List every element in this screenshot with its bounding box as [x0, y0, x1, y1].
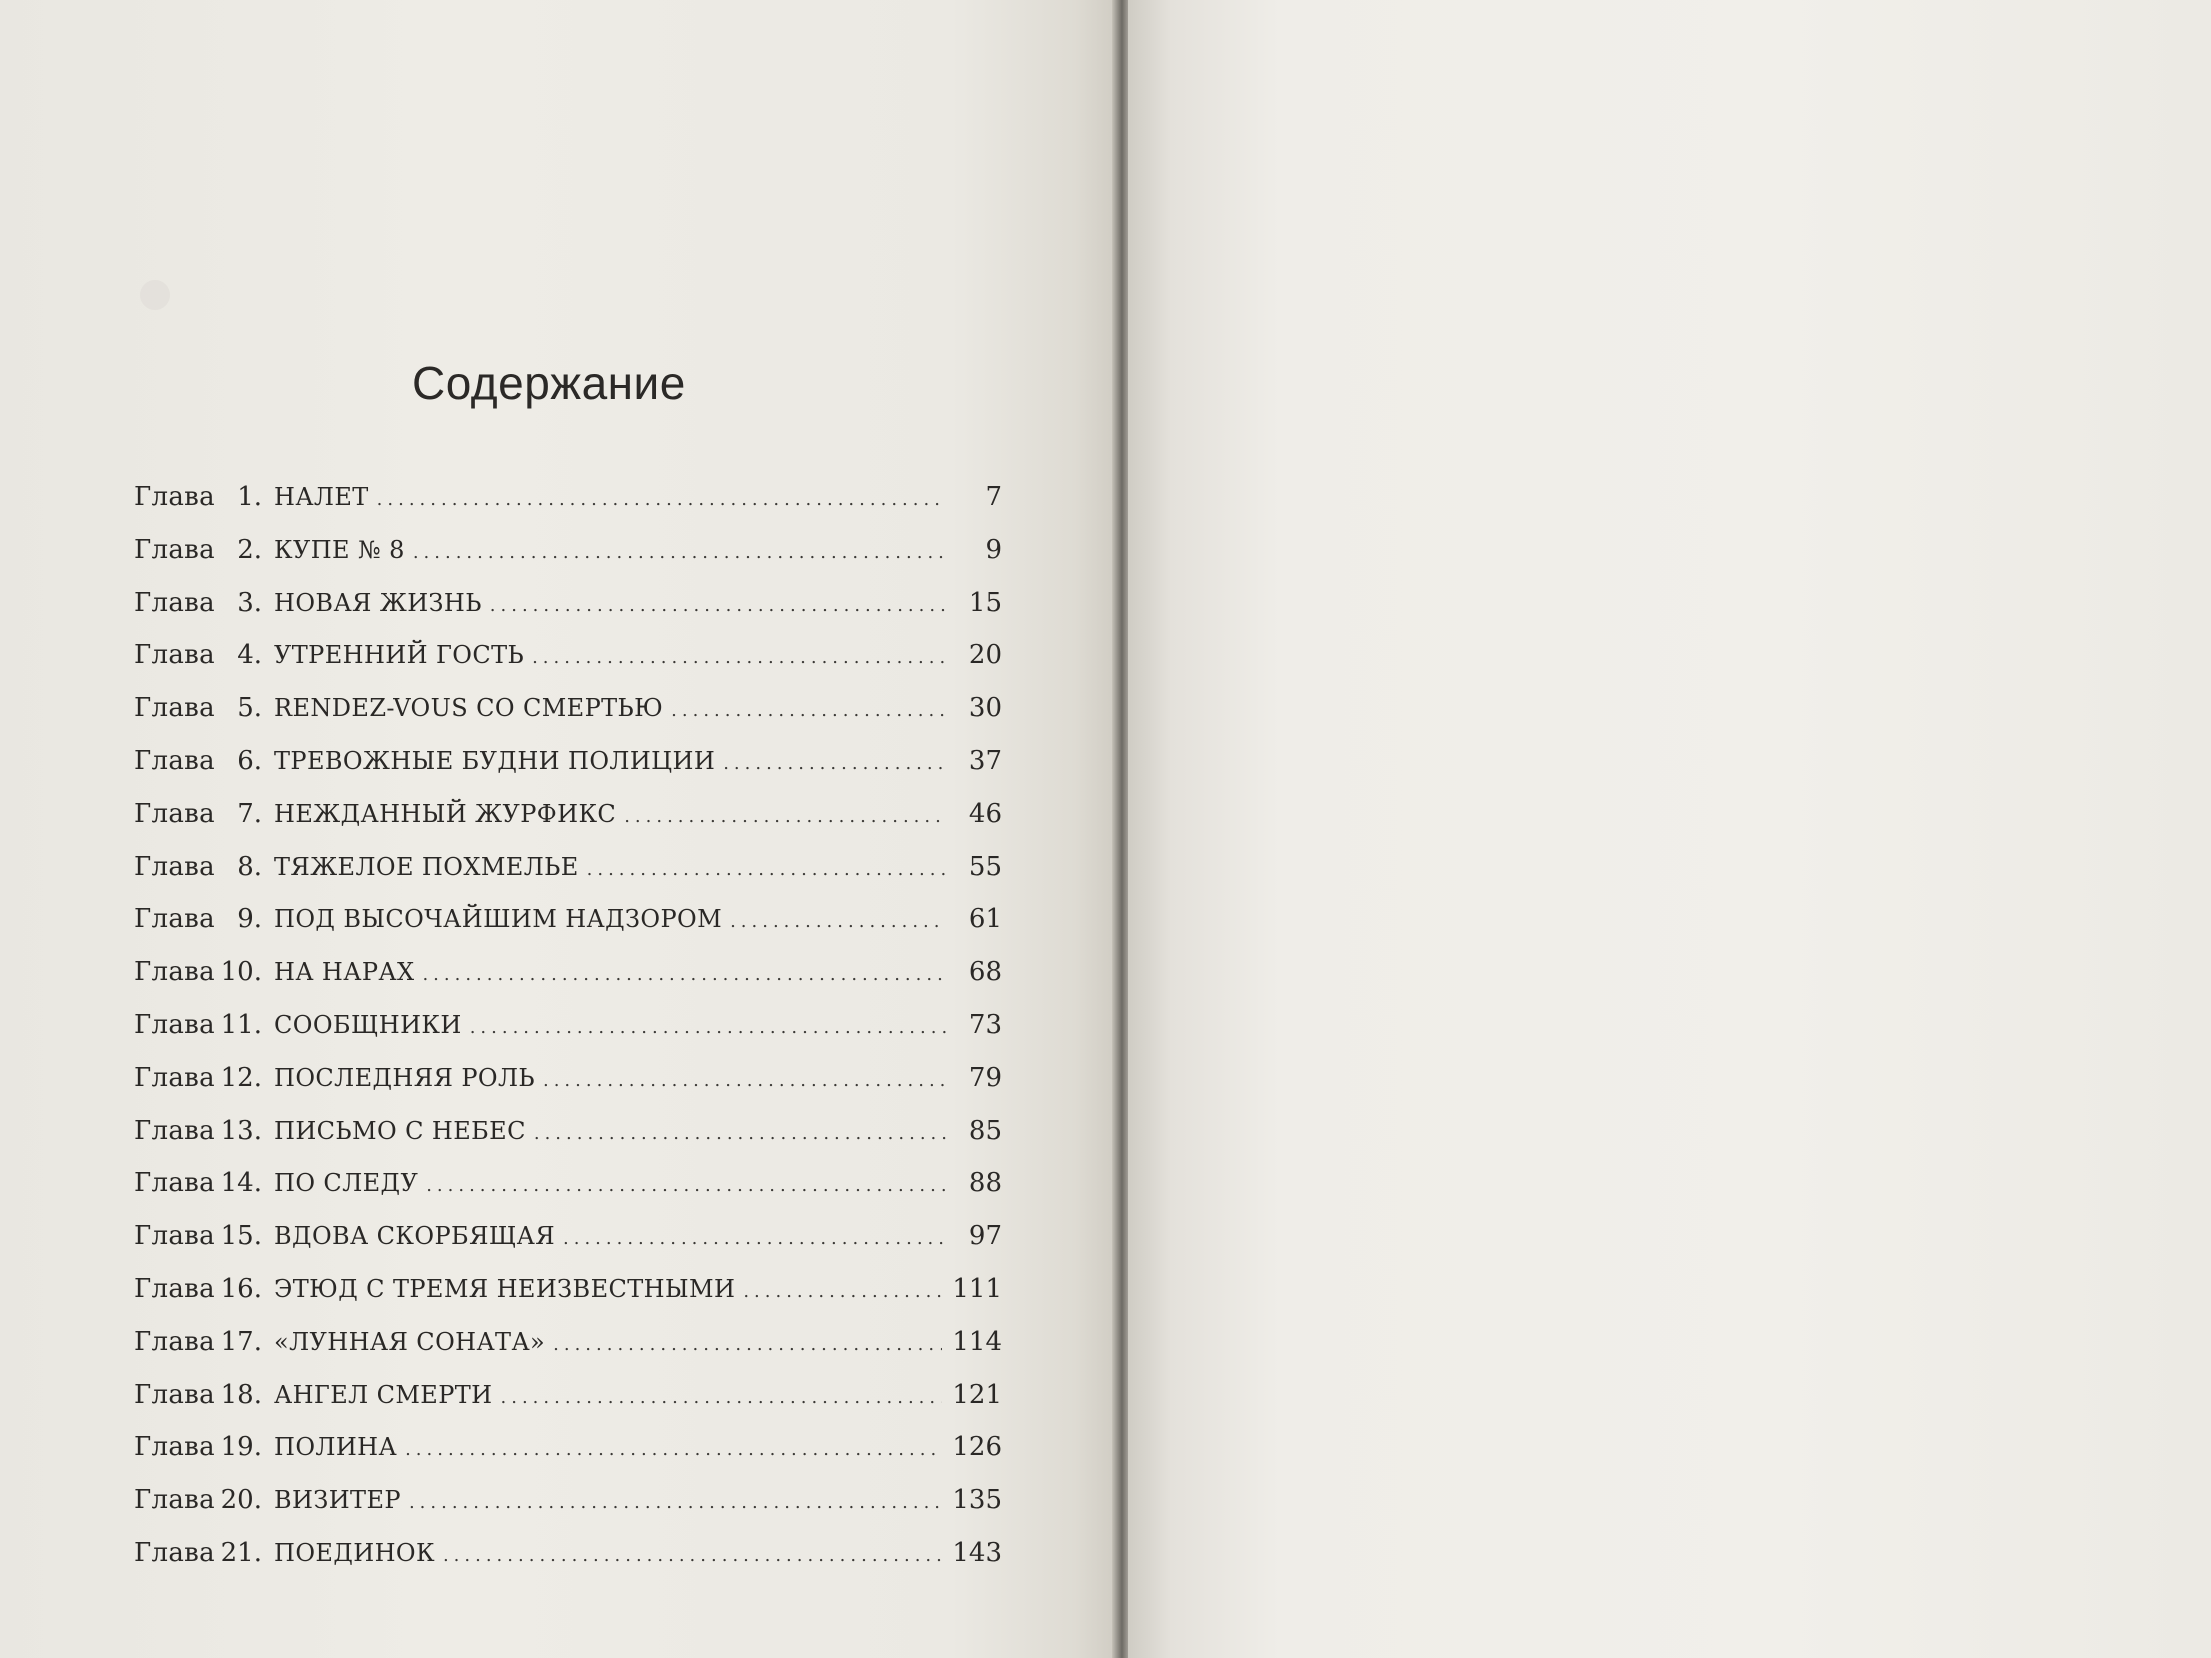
chapter-label: Глава — [134, 1221, 215, 1252]
chapter-label: Глава — [134, 482, 215, 512]
dot-leader — [723, 753, 946, 774]
page-number: 135 — [952, 1485, 1002, 1516]
page-number: 111 — [952, 1273, 1002, 1304]
toc-entry — [134, 852, 1002, 905]
toc-entry — [134, 1063, 1002, 1116]
dot-leader — [532, 647, 946, 668]
dot-leader — [490, 595, 946, 616]
dot-leader — [730, 911, 946, 932]
toc-entry — [134, 799, 1002, 852]
dot-leader — [470, 1017, 946, 1038]
page-number: 9 — [985, 534, 1002, 565]
toc-entry — [134, 904, 1002, 957]
chapter-title: НОВАЯ ЖИЗНЬ — [274, 588, 482, 617]
chapter-label: Глава — [134, 1432, 215, 1463]
page-number: 88 — [968, 1168, 1002, 1199]
chapter-title: RENDEZ-VOUS СО СМЕРТЬЮ — [274, 694, 664, 723]
chapter-number: 19. — [220, 1432, 262, 1463]
chapter-number: 16. — [220, 1273, 262, 1304]
dot-leader — [443, 1545, 942, 1566]
chapter-title: НЕЖДАННЫЙ ЖУРФИКС — [274, 799, 617, 828]
chapter-number: 10. — [220, 957, 262, 988]
chapter-title: НА НАРАХ — [274, 958, 415, 987]
dot-leader — [587, 859, 946, 880]
chapter-number: 17. — [220, 1326, 262, 1357]
toc-entry — [134, 588, 1002, 641]
contents-heading: Содержание — [412, 357, 686, 409]
chapter-number: 14. — [220, 1168, 262, 1199]
chapter-title: ВИЗИТЕР — [274, 1486, 401, 1515]
chapter-label: Глава — [134, 904, 215, 935]
dot-leader — [413, 542, 946, 563]
chapter-title: ПОЛИНА — [274, 1433, 398, 1462]
page-number: 46 — [968, 798, 1002, 829]
page-number: 30 — [968, 693, 1002, 724]
toc-entry — [134, 482, 1002, 535]
dot-leader — [743, 1281, 942, 1302]
page-number: 85 — [968, 1115, 1002, 1146]
chapter-number: 8. — [237, 851, 262, 882]
chapter-number: 18. — [220, 1379, 262, 1410]
toc-list-left — [134, 482, 1002, 1591]
chapter-number: 5. — [237, 693, 262, 724]
toc-entry — [134, 1221, 1002, 1274]
toc-entry — [134, 1432, 1002, 1485]
dot-leader — [501, 1387, 943, 1408]
page-number: 143 — [952, 1537, 1002, 1568]
chapter-number: 4. — [237, 640, 262, 671]
chapter-label: Глава — [134, 745, 215, 776]
chapter-title: ПИСЬМО С НЕБЕС — [274, 1116, 526, 1145]
chapter-number: 15. — [220, 1221, 262, 1252]
toc-entry — [134, 535, 1002, 588]
chapter-number: 9. — [237, 904, 262, 935]
page-number: 97 — [968, 1221, 1002, 1252]
chapter-title: КУПЕ № 8 — [274, 535, 405, 564]
page-number: 37 — [968, 745, 1002, 776]
dot-leader — [426, 1175, 946, 1196]
chapter-number: 20. — [220, 1485, 262, 1516]
toc-entry — [134, 1380, 1002, 1433]
toc-entry — [134, 1116, 1002, 1169]
toc-entry — [134, 1485, 1002, 1538]
page-number: 15 — [968, 587, 1002, 618]
page-smudge — [140, 280, 170, 310]
chapter-number: 3. — [237, 587, 262, 618]
chapter-title: АНГЕЛ СМЕРТИ — [274, 1380, 493, 1409]
chapter-title: СООБЩНИКИ — [274, 1010, 462, 1039]
toc-entry — [134, 746, 1002, 799]
chapter-title: ЭТЮД С ТРЕМЯ НЕИЗВЕСТНЫМИ — [274, 1274, 736, 1303]
chapter-label: Глава — [134, 1115, 215, 1146]
chapter-number: 6. — [237, 745, 262, 776]
chapter-label: Глава — [134, 1537, 215, 1568]
chapter-label: Глава — [134, 1485, 215, 1516]
chapter-title: ПОСЛЕДНЯЯ РОЛЬ — [274, 1063, 535, 1092]
chapter-label: Глава — [134, 1326, 215, 1357]
chapter-label: Глава — [134, 693, 215, 724]
dot-leader — [409, 1492, 942, 1513]
dot-leader — [671, 700, 946, 721]
page-number: 79 — [968, 1062, 1002, 1093]
chapter-label: Глава — [134, 1379, 215, 1410]
chapter-number: 12. — [220, 1062, 262, 1093]
chapter-title: ПО СЛЕДУ — [274, 1169, 419, 1198]
chapter-label: Глава — [134, 640, 215, 671]
toc-entry — [134, 1327, 1002, 1380]
chapter-number: 7. — [237, 798, 262, 829]
page-number: 73 — [968, 1009, 1002, 1040]
right-page — [1128, 0, 2211, 1658]
toc-entry — [134, 1274, 1002, 1327]
toc-entry — [134, 693, 1002, 746]
chapter-number: 1. — [237, 482, 262, 512]
toc-entry — [134, 957, 1002, 1010]
chapter-label: Глава — [134, 587, 215, 618]
chapter-title: ВДОВА СКОРБЯЩАЯ — [274, 1222, 555, 1251]
toc-entry — [134, 1010, 1002, 1063]
chapter-number: 11. — [220, 1009, 262, 1040]
chapter-title: ТРЕВОЖНЫЕ БУДНИ ПОЛИЦИИ — [274, 746, 716, 775]
page-number: 20 — [968, 640, 1002, 671]
chapter-number: 21. — [220, 1537, 262, 1568]
page-number: 7 — [985, 482, 1002, 512]
dot-leader — [534, 1123, 946, 1144]
chapter-label: Глава — [134, 851, 215, 882]
dot-leader — [543, 1070, 946, 1091]
toc-entry — [134, 1168, 1002, 1221]
page-number: 114 — [952, 1326, 1002, 1357]
chapter-title: ТЯЖЕЛОЕ ПОХМЕЛЬЕ — [274, 852, 579, 881]
toc-entry — [134, 1538, 1002, 1591]
chapter-label: Глава — [134, 1062, 215, 1093]
chapter-label: Глава — [134, 1168, 215, 1199]
dot-leader — [377, 489, 946, 510]
chapter-label: Глава — [134, 534, 215, 565]
page-number: 61 — [968, 904, 1002, 935]
chapter-number: 2. — [237, 534, 262, 565]
chapter-label: Глава — [134, 957, 215, 988]
chapter-number: 13. — [220, 1115, 262, 1146]
chapter-title: ПОД ВЫСОЧАЙШИМ НАДЗОРОМ — [274, 905, 723, 934]
chapter-title: «ЛУННАЯ СОНАТА» — [274, 1327, 546, 1356]
dot-leader — [422, 964, 946, 985]
toc-entry — [134, 640, 1002, 693]
page-number: 126 — [952, 1432, 1002, 1463]
page-number: 68 — [968, 957, 1002, 988]
chapter-label: Глава — [134, 1273, 215, 1304]
chapter-label: Глава — [134, 798, 215, 829]
page-number: 55 — [968, 851, 1002, 882]
chapter-title: ПОЕДИНОК — [274, 1538, 435, 1567]
dot-leader — [553, 1334, 942, 1355]
chapter-label: Глава — [134, 1009, 215, 1040]
dot-leader — [405, 1439, 942, 1460]
chapter-title: УТРЕННИЙ ГОСТЬ — [274, 641, 525, 670]
dot-leader — [624, 806, 946, 827]
page-number: 121 — [952, 1379, 1002, 1410]
dot-leader — [563, 1228, 946, 1249]
chapter-title: НАЛЕТ — [274, 483, 369, 511]
